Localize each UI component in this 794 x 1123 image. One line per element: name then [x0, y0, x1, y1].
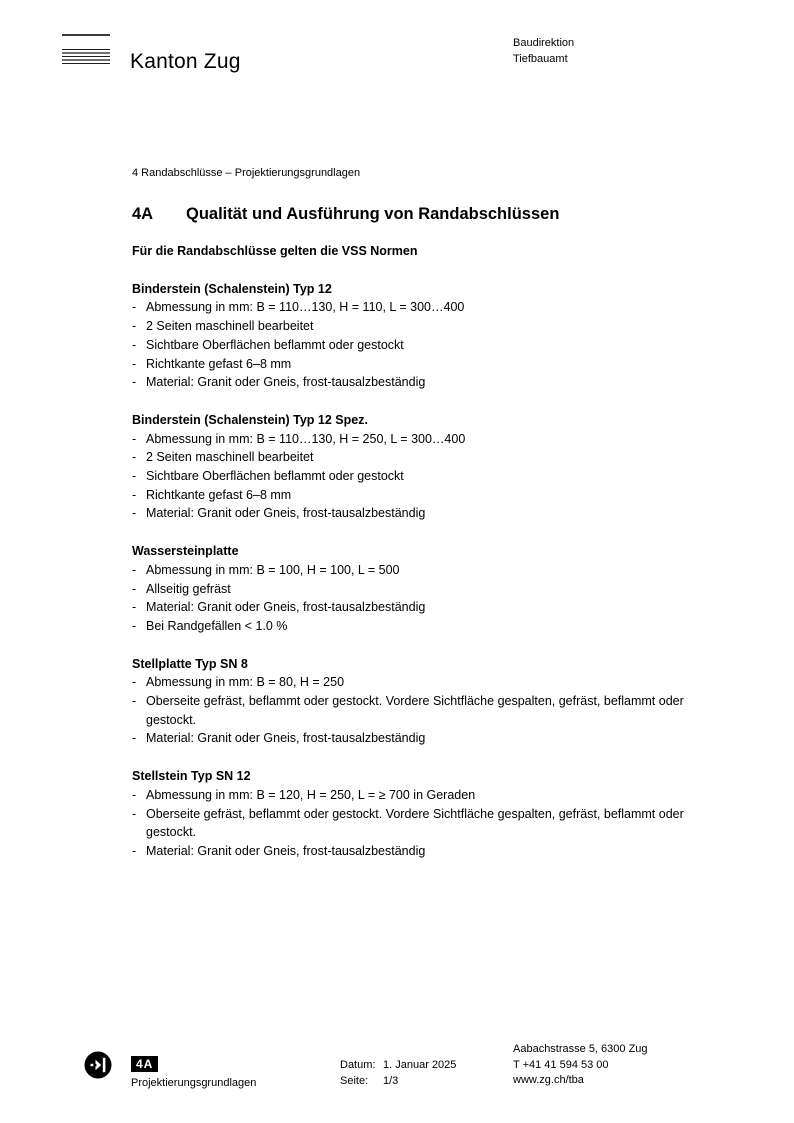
bullet-dash: -	[132, 562, 137, 577]
list-item-text: Abmessung in mm: B = 80, H = 250	[146, 675, 345, 690]
bullet-dash: -	[132, 694, 137, 709]
list-item	[132, 729, 724, 748]
section-heading: Binderstein (Schalenstein) Typ 12	[132, 281, 332, 296]
kanton-zug-flag-icon	[62, 34, 110, 66]
bullet-dash: -	[132, 581, 137, 596]
bullet-dash: -	[132, 469, 137, 484]
list-item	[132, 504, 724, 523]
list-item-text: Richtkante gefast 6–8 mm	[146, 356, 292, 371]
list-item-text: Sichtbare Oberflächen beflammt oder gestockt	[146, 337, 404, 352]
page-label: Seite:	[340, 1074, 369, 1087]
section-binderstein-typ12-spez	[132, 411, 724, 523]
bullet-dash: -	[132, 806, 137, 821]
bullet-dash: -	[132, 319, 137, 334]
list-item-text: Allseitig gefräst	[146, 581, 231, 596]
section-binderstein-typ12	[132, 280, 724, 392]
doc-label: Projektierungsgrundlagen	[131, 1077, 257, 1089]
section-wassersteinplatte	[132, 542, 724, 636]
list-item-text: Richtkante gefast 6–8 mm	[146, 487, 292, 502]
page-title-text: Qualität und Ausführung von Randabschlüssen	[186, 205, 560, 223]
list-item	[132, 486, 724, 505]
list-item	[132, 430, 724, 449]
list-item-text: Material: Granit oder Gneis, frost-tausalzbeständig	[146, 731, 426, 746]
bullet-dash: -	[132, 487, 137, 502]
list-item	[132, 298, 724, 317]
bullet-dash: -	[132, 618, 137, 633]
bullet-dash: -	[132, 843, 137, 858]
list-item-text: Abmessung in mm: B = 100, H = 100, L = 500	[146, 562, 400, 577]
intro-statement: Für die Randabschlüsse gelten die VSS Normen	[132, 244, 418, 258]
list-item-text: Material: Granit oder Gneis, frost-tausalzbeständig	[146, 843, 426, 858]
section-heading: Binderstein (Schalenstein) Typ 12 Spez.	[132, 412, 368, 427]
section-heading: Stellstein Typ SN 12	[132, 769, 251, 784]
bullet-dash: -	[132, 300, 137, 315]
list-item-text: Oberseite gefräst, beflammt oder gestockt. Vordere Sichtfläche gespalten, gefräst, beflammt oder gestockt.	[146, 806, 684, 840]
section-heading: Wassersteinplatte	[132, 544, 239, 559]
list-item	[132, 598, 724, 617]
address-phone: T +41 41 594 53 00	[513, 1058, 609, 1071]
list-item	[132, 336, 724, 355]
date-value: 1. Januar 2025	[383, 1059, 457, 1071]
address-website: www.zg.ch/tba	[513, 1074, 584, 1086]
department-block	[513, 36, 574, 67]
list-item-text: 2 Seiten maschinell bearbeitet	[146, 319, 314, 334]
list-item-text: Material: Granit oder Gneis, frost-tausalzbeständig	[146, 375, 426, 390]
section-stellstein-sn12	[132, 767, 724, 861]
bullet-dash: -	[132, 731, 137, 746]
bullet-dash: -	[132, 450, 137, 465]
list-item	[132, 373, 724, 392]
list-item-text: Abmessung in mm: B = 120, H = 250, L = ≥ 700 in Geraden	[146, 787, 476, 802]
section-heading: Stellplatte Typ SN 8	[132, 656, 248, 671]
list-item-text: Bei Randgefällen < 1.0 %	[146, 618, 288, 633]
page-value: 1/3	[383, 1074, 399, 1087]
list-item	[132, 580, 724, 599]
list-item-text: Abmessung in mm: B = 110…130, H = 110, L = 300…400	[146, 300, 465, 315]
address-street: Aabachstrasse 5, 6300 Zug	[513, 1043, 648, 1055]
page-title-number: 4A	[132, 205, 154, 223]
list-item-text: Material: Granit oder Gneis, frost-tausalzbeständig	[146, 600, 426, 615]
list-item-text: Material: Granit oder Gneis, frost-tausalzbeständig	[146, 506, 426, 521]
bullet-dash: -	[132, 431, 137, 446]
bullet-dash: -	[132, 675, 137, 690]
bullet-dash: -	[132, 375, 137, 390]
list-item-text: 2 Seiten maschinell bearbeitet	[146, 450, 314, 465]
list-item	[132, 317, 724, 336]
bullet-dash: -	[132, 787, 137, 802]
list-item	[132, 467, 724, 486]
department-name: Baudirektion	[513, 37, 575, 49]
bullet-dash: -	[132, 337, 137, 352]
list-item-text: Sichtbare Oberflächen beflammt oder gestockt	[146, 469, 404, 484]
bullet-dash: -	[132, 506, 137, 521]
arrow-enter-icon	[84, 1051, 112, 1079]
logo-wordmark: Kanton Zug	[130, 50, 241, 73]
list-item-text: Oberseite gefräst, beflammt oder gestockt. Vordere Sichtfläche gespalten, gefräst, beflammt oder gestockt.	[146, 694, 684, 727]
list-item	[132, 786, 724, 805]
list-item	[132, 692, 724, 729]
list-item	[132, 617, 724, 636]
list-item	[132, 673, 724, 692]
breadcrumb: 4 Randabschlüsse – Projektierungsgrundlagen	[132, 167, 361, 179]
bullet-dash: -	[132, 600, 137, 615]
bullet-dash: -	[132, 356, 137, 371]
footer-meta	[340, 1058, 456, 1089]
list-item	[132, 842, 724, 861]
page-title	[132, 203, 724, 225]
list-item	[132, 355, 724, 374]
footer-doc-block	[131, 1055, 256, 1092]
office-name: Tiefbauamt	[513, 52, 568, 65]
list-item	[132, 805, 724, 842]
footer-address	[513, 1042, 648, 1089]
doc-number-badge: 4A	[131, 1056, 158, 1072]
list-item-text: Abmessung in mm: B = 110…130, H = 250, L = 300…400	[146, 431, 466, 446]
list-item	[132, 448, 724, 467]
document-content	[132, 166, 724, 861]
date-label: Datum:	[340, 1059, 376, 1071]
list-item	[132, 561, 724, 580]
section-stellplatte-sn8	[132, 655, 724, 749]
